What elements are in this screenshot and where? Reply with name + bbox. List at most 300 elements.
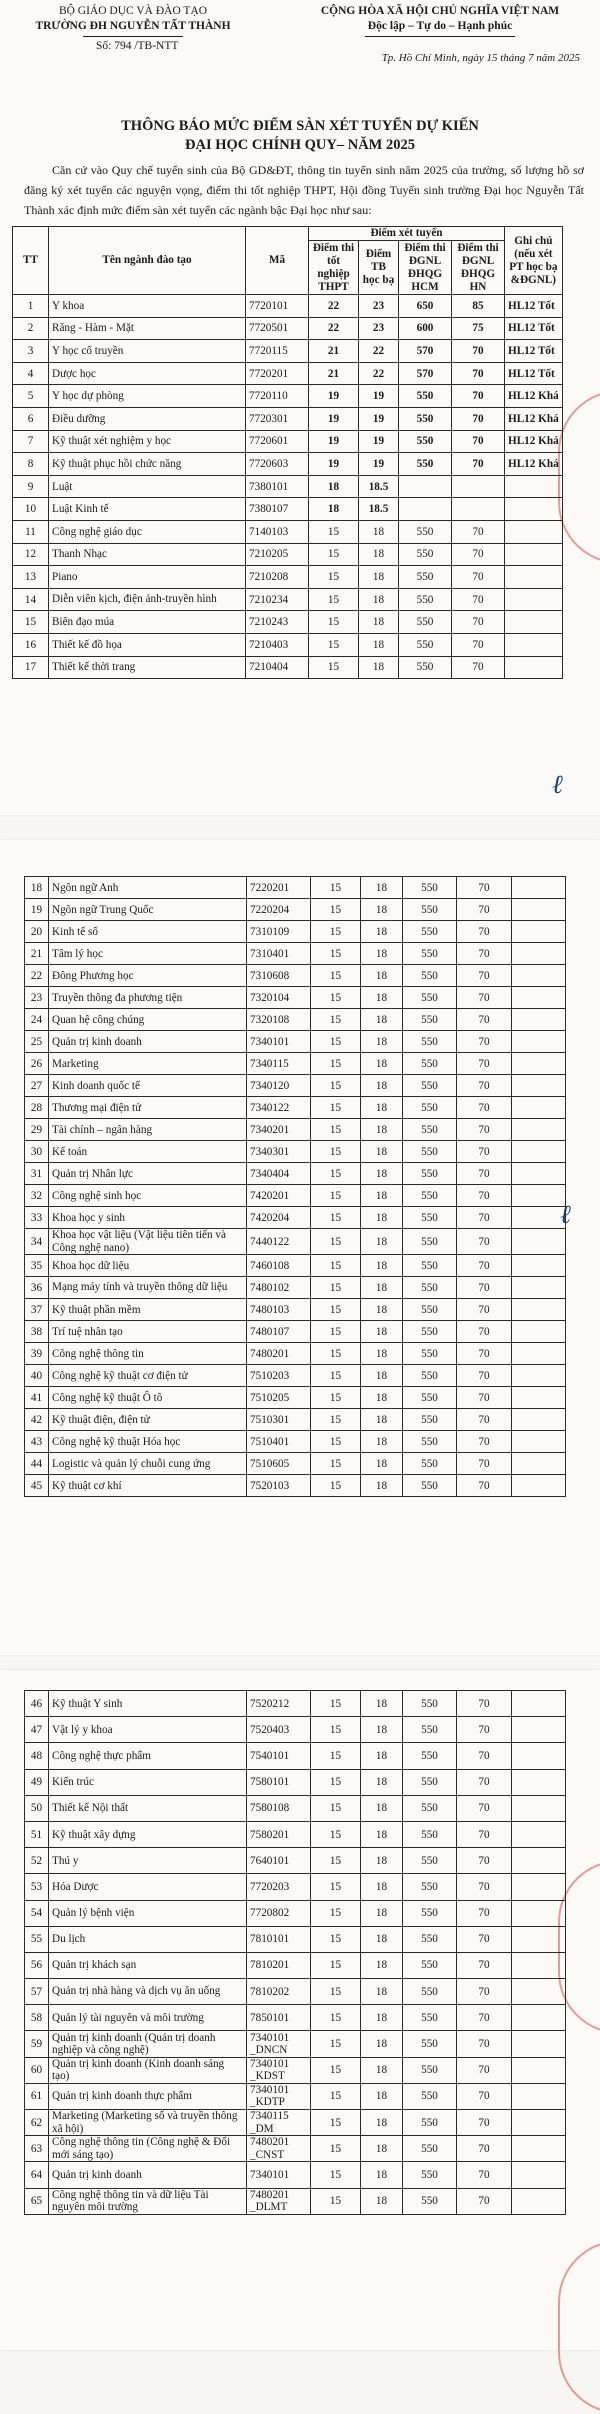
cell-dgnl-hn: 70 [457,899,512,921]
header-thpt: Điểm thi tốt nghiệp THPT [309,241,359,295]
cell-thpt: 15 [311,1743,361,1769]
header-code: Mã [246,227,309,295]
cell-note [512,1952,566,1978]
cell-tbhb: 18 [361,1926,403,1952]
cell-thpt: 15 [311,1717,361,1743]
cell-dgnl-hcm: 550 [403,943,457,965]
cell-name: Hóa Dược [49,1874,247,1900]
cell-dgnl-hcm: 550 [403,1874,457,1900]
cell-dgnl-hn: 70 [457,1277,512,1299]
cell-dgnl-hcm: 550 [403,1453,457,1475]
cell-name: Kinh doanh quốc tế [49,1075,247,1097]
cell-name: Piano [49,566,246,589]
cell-note [512,1163,566,1185]
cell-thpt: 15 [311,1343,361,1365]
cell-tbhb: 18 [361,1009,403,1031]
cell-thpt: 15 [311,1453,361,1475]
cell-code: 7520212 [247,1691,311,1717]
cell-code: 7540101 [247,1743,311,1769]
cell-thpt: 15 [311,1185,361,1207]
cell-code: 7210205 [246,543,309,566]
cell-note [512,1255,566,1277]
cell-tt: 9 [13,475,49,498]
cell-code: 7210208 [246,566,309,589]
table-row [25,1717,566,1743]
cell-name: Công nghệ sinh học [49,1185,247,1207]
cell-tbhb: 18 [361,1229,403,1255]
cell-tbhb: 18 [361,1900,403,1926]
cell-note [512,1229,566,1255]
cell-tbhb: 18 [361,1163,403,1185]
cell-code: 7810201 [247,1952,311,1978]
cell-tbhb: 18 [361,1409,403,1431]
cell-thpt: 15 [311,1207,361,1229]
cell-tt: 6 [13,407,49,430]
cell-dgnl-hcm: 550 [403,1848,457,1874]
cell-note [512,1031,566,1053]
cell-dgnl-hn: 70 [452,611,505,634]
cell-name: Kế toán [49,1141,247,1163]
table-row [13,385,563,408]
cell-thpt: 15 [311,1848,361,1874]
cell-tt: 13 [13,566,49,589]
table-row [25,1795,566,1821]
cell-dgnl-hcm: 550 [403,1900,457,1926]
cell-dgnl-hcm: 550 [399,453,452,476]
cell-dgnl-hcm: 550 [403,1475,457,1497]
cell-tbhb: 18 [359,656,399,679]
table-row [25,1431,566,1453]
cell-dgnl-hn: 70 [457,1848,512,1874]
cell-dgnl-hcm: 550 [403,987,457,1009]
cell-dgnl-hn: 70 [457,2005,512,2031]
cell-tt: 34 [25,1229,49,1255]
cell-thpt: 15 [311,1431,361,1453]
cell-tt: 62 [25,2110,49,2136]
cell-dgnl-hcm: 550 [399,656,452,679]
cell-tt: 8 [13,453,49,476]
cell-name: Kinh tế số [49,921,247,943]
cell-note [512,1299,566,1321]
cell-tt: 55 [25,1926,49,1952]
table-row [25,2031,566,2057]
table-row [25,987,566,1009]
cell-dgnl-hcm: 550 [403,921,457,943]
document-number: Số: 794 /TB-NTT [96,40,179,52]
cell-dgnl-hn: 70 [452,656,505,679]
cell-dgnl-hcm: 550 [403,1299,457,1321]
cell-note [512,1795,566,1821]
cell-tt: 32 [25,1185,49,1207]
cell-dgnl-hcm: 550 [403,2188,457,2214]
cell-tt: 56 [25,1952,49,1978]
table-row [25,2057,566,2083]
cell-tt: 59 [25,2031,49,2057]
cell-code: 7520103 [247,1475,311,1497]
cell-tt: 64 [25,2162,49,2188]
cell-tt: 40 [25,1365,49,1387]
table-row [13,543,563,566]
table-row [25,2110,566,2136]
cell-note [512,1769,566,1795]
cell-note [512,1321,566,1343]
cell-name: Quản trị nhà hàng và dịch vụ ăn uống [49,1979,247,2005]
cell-tt: 18 [25,877,49,899]
cell-thpt: 15 [311,1229,361,1255]
cell-code: 7340101 _KDTP [247,2083,311,2109]
cell-thpt: 15 [311,987,361,1009]
handwritten-initial: ℓ [560,1200,571,1229]
cell-dgnl-hn: 70 [457,1299,512,1321]
cell-dgnl-hn: 70 [457,1075,512,1097]
cell-dgnl-hn: 70 [457,877,512,899]
cell-dgnl-hcm: 550 [403,1821,457,1847]
cell-name: Ngôn ngữ Trung Quốc [49,899,247,921]
cell-thpt: 15 [311,1255,361,1277]
cell-code: 7340101 [247,2162,311,2188]
header-tbhb: Điểm TB học bạ [359,241,399,295]
table-row [25,1255,566,1277]
table-row [13,588,563,611]
cell-dgnl-hcm: 550 [403,1769,457,1795]
cell-thpt: 15 [311,1075,361,1097]
cell-name: Logistic và quản lý chuỗi cung ứng [49,1453,247,1475]
table-row [25,1075,566,1097]
cell-dgnl-hcm: 550 [403,1097,457,1119]
cell-note [512,987,566,1009]
cell-dgnl-hn: 70 [457,2136,512,2162]
table-row [25,1365,566,1387]
table-row [25,1387,566,1409]
cell-name: Mạng máy tính và truyền thông dữ liệu [49,1277,247,1299]
cell-name: Kiến trúc [49,1769,247,1795]
cell-note [512,965,566,987]
cell-dgnl-hcm: 550 [403,1717,457,1743]
issuer-block [8,4,258,54]
cell-code: 7810202 [247,1979,311,2005]
cell-note [512,1075,566,1097]
cell-thpt: 15 [311,877,361,899]
cell-note [512,1409,566,1431]
cell-thpt: 15 [311,1874,361,1900]
cell-dgnl-hn: 70 [457,1952,512,1978]
cell-name: Khoa học dữ liệu [49,1255,247,1277]
table-row [25,1691,566,1717]
cell-tt: 14 [13,588,49,611]
cell-thpt: 15 [311,943,361,965]
cell-note [505,498,563,521]
cell-dgnl-hn: 70 [457,1009,512,1031]
cell-dgnl-hcm: 550 [403,1795,457,1821]
cell-dgnl-hn: 70 [452,385,505,408]
cell-dgnl-hn: 70 [457,965,512,987]
cell-dgnl-hcm: 550 [403,899,457,921]
cell-name: Thiết kế thời trang [49,656,246,679]
cell-code: 7720201 [246,362,309,385]
cell-tbhb: 18 [361,2110,403,2136]
cell-tt: 3 [13,340,49,363]
cell-note: HL12 Khá [505,430,563,453]
cell-note [505,475,563,498]
cell-thpt: 15 [311,1409,361,1431]
cell-note [505,566,563,589]
cell-name: Y khoa [49,295,246,318]
cell-note [512,1009,566,1031]
cell-code: 7510605 [247,1453,311,1475]
cell-note [512,1900,566,1926]
cell-name: Tài chính – ngân hàng [49,1119,247,1141]
cell-thpt: 15 [311,1119,361,1141]
cell-name: Công nghệ thông tin (Công nghệ & Đổi mới sáng tạo) [49,2136,247,2162]
cell-thpt: 15 [311,1097,361,1119]
cell-tt: 21 [25,943,49,965]
cell-tt: 4 [13,362,49,385]
table-row [25,1141,566,1163]
cell-dgnl-hn: 70 [452,430,505,453]
cell-dgnl-hcm: 550 [403,1431,457,1453]
cell-tt: 36 [25,1277,49,1299]
cell-code: 7320108 [247,1009,311,1031]
table-row [13,520,563,543]
title-line-2: ĐẠI HỌC CHÍNH QUY– NĂM 2025 [185,137,415,153]
cell-code: 7580108 [247,1795,311,1821]
cell-note [512,899,566,921]
cell-thpt: 15 [311,2083,361,2109]
cell-tbhb: 18 [361,1255,403,1277]
cell-code: 7510401 [247,1431,311,1453]
cell-name: Y học cổ truyền [49,340,246,363]
header-name: Tên ngành đào tạo [49,227,246,295]
cell-dgnl-hn: 70 [457,1185,512,1207]
cell-name: Vật lý y khoa [49,1717,247,1743]
cell-thpt: 18 [309,475,359,498]
cell-code: 7810101 [247,1926,311,1952]
cell-thpt: 15 [311,1952,361,1978]
cell-code: 7210234 [246,588,309,611]
cell-code: 7720802 [247,1900,311,1926]
cell-code: 7720110 [246,385,309,408]
cell-thpt: 19 [309,407,359,430]
cell-name: Ngôn ngữ Anh [49,877,247,899]
cell-code: 7210403 [246,633,309,656]
cell-tt: 24 [25,1009,49,1031]
cell-code: 7320104 [247,987,311,1009]
cell-name: Thương mại điện tử [49,1097,247,1119]
cell-name: Kỹ thuật điện, điện tử [49,1409,247,1431]
cell-dgnl-hcm: 550 [403,1163,457,1185]
table-row [13,317,563,340]
cell-name: Khoa học y sinh [49,1207,247,1229]
cell-dgnl-hn: 70 [457,921,512,943]
cell-tbhb: 18 [359,520,399,543]
cell-tt: 63 [25,2136,49,2162]
cell-tt: 23 [25,987,49,1009]
table-row [25,1769,566,1795]
cell-code: 7480201 _CNST [247,2136,311,2162]
cell-dgnl-hcm [399,475,452,498]
cell-tt: 43 [25,1431,49,1453]
cell-dgnl-hn: 70 [452,362,505,385]
cell-name: Công nghệ giáo dục [49,520,246,543]
cell-name: Truyền thông đa phương tiện [49,987,247,1009]
cell-tbhb: 18 [361,987,403,1009]
red-seal-stamp [558,390,600,564]
cell-name: Quản trị kinh doanh [49,2162,247,2188]
cell-thpt: 15 [311,2005,361,2031]
cell-dgnl-hcm: 550 [403,1743,457,1769]
table-row [25,1926,566,1952]
cell-dgnl-hcm: 550 [403,1229,457,1255]
cell-dgnl-hn: 70 [457,1691,512,1717]
cell-dgnl-hcm: 650 [399,295,452,318]
cell-name: Tâm lý học [49,943,247,965]
cell-tt: 44 [25,1453,49,1475]
cell-thpt: 15 [311,1163,361,1185]
issuer-underline [83,36,183,37]
cell-dgnl-hn: 70 [457,1141,512,1163]
cell-tbhb: 19 [359,430,399,453]
cell-dgnl-hcm: 550 [403,1952,457,1978]
cell-dgnl-hn: 70 [457,1900,512,1926]
cell-dgnl-hcm: 550 [403,1075,457,1097]
intro-paragraph: Căn cứ vào Quy chế tuyển sinh của Bộ GD&ĐT, thông tin tuyển sinh năm 2025 của trường, số lượng hồ sơ đăng ký xét tuyển các nguyện vọng, điểm thi tốt nghiệp THPT, Hội đồng Tuyển sinh trường Đại học Nguyễn Tất Thành xác định mức điểm sàn xét tuyển các ngành bậc Đại học như sau: [24,163,584,217]
cell-name: Dược học [49,362,246,385]
cell-code: 7720601 [246,430,309,453]
cell-dgnl-hn: 70 [457,1431,512,1453]
cell-thpt: 22 [309,295,359,318]
cell-dgnl-hcm: 550 [399,588,452,611]
cell-dgnl-hn: 85 [452,295,505,318]
cell-name: Y học dự phòng [49,385,246,408]
cell-dgnl-hn: 70 [457,1743,512,1769]
cell-tbhb: 18 [361,1743,403,1769]
cell-code: 7340115 _DM [247,2110,311,2136]
cell-tbhb: 18 [361,1141,403,1163]
cell-dgnl-hn: 70 [452,340,505,363]
cell-note [512,1387,566,1409]
cell-code: 7420201 [247,1185,311,1207]
cell-dgnl-hn: 70 [457,1229,512,1255]
cell-dgnl-hcm: 550 [403,2136,457,2162]
cell-tt: 10 [13,498,49,521]
cell-name: Công nghệ thông tin [49,1343,247,1365]
cell-tbhb: 18 [361,1874,403,1900]
cell-tbhb: 18 [361,1769,403,1795]
cell-tbhb: 18 [361,1387,403,1409]
cell-dgnl-hn: 70 [457,1387,512,1409]
cell-code: 7510301 [247,1409,311,1431]
cell-name: Luật Kinh tế [49,498,246,521]
cell-tbhb: 18 [361,1119,403,1141]
cell-code: 7310401 [247,943,311,965]
cell-tbhb: 23 [359,317,399,340]
cell-thpt: 15 [311,899,361,921]
cell-dgnl-hcm: 550 [403,2110,457,2136]
cell-dgnl-hn: 70 [457,1255,512,1277]
cell-note [512,1926,566,1952]
cell-name: Kỹ thuật phục hồi chức năng [49,453,246,476]
table-row [25,1163,566,1185]
document-date: Tp. Hồ Chí Minh, ngày 15 tháng 7 năm 2025 [381,52,580,64]
cell-code: 7340115 [247,1053,311,1075]
cell-note [512,1453,566,1475]
cell-code: 7580101 [247,1769,311,1795]
cell-code: 7210404 [246,656,309,679]
cell-tt: 22 [25,965,49,987]
cell-dgnl-hcm: 550 [403,1691,457,1717]
cell-note: HL12 Khá [505,385,563,408]
cell-tt: 38 [25,1321,49,1343]
cell-name: Kỹ thuật xét nghiệm y học [49,430,246,453]
page-title [0,117,600,155]
cell-thpt: 15 [311,1031,361,1053]
cell-code: 7580201 [247,1821,311,1847]
table-row [25,1900,566,1926]
cell-code: 7850101 [247,2005,311,2031]
cell-tbhb: 18 [361,1097,403,1119]
cell-tbhb: 19 [359,453,399,476]
cell-tbhb: 18 [361,965,403,987]
cell-tbhb: 18 [361,2083,403,2109]
cell-dgnl-hn: 70 [457,1321,512,1343]
cell-tt: 54 [25,1900,49,1926]
cell-name: Quản trị kinh doanh thực phẩm [49,2083,247,2109]
cell-tt: 25 [25,1031,49,1053]
cell-code: 7140103 [246,520,309,543]
cell-code: 7380107 [246,498,309,521]
cell-note [512,2110,566,2136]
score-table-part-3 [24,1690,566,2215]
table-row [25,2136,566,2162]
cell-dgnl-hn: 75 [452,317,505,340]
cell-tt: 49 [25,1769,49,1795]
cell-note [505,633,563,656]
cell-tt: 33 [25,1207,49,1229]
cell-tbhb: 18 [361,1277,403,1299]
cell-code: 7720101 [246,295,309,318]
cell-name: Công nghệ kỹ thuật Ô tô [49,1387,247,1409]
cell-thpt: 15 [311,921,361,943]
cell-note [505,588,563,611]
cell-thpt: 15 [309,633,359,656]
cell-note [512,1141,566,1163]
cell-name: Biên đạo múa [49,611,246,634]
cell-note [512,921,566,943]
cell-dgnl-hn: 70 [457,1097,512,1119]
cell-note [512,1097,566,1119]
cell-thpt: 15 [311,1795,361,1821]
header-dgnl-hcm: Điểm thi ĐGNL ĐHQG HCM [399,241,452,295]
cell-tt: 45 [25,1475,49,1497]
cell-name: Quản lý tài nguyên và môi trường [49,2005,247,2031]
cell-code: 7480102 [247,1277,311,1299]
cell-name: Marketing [49,1053,247,1075]
cell-thpt: 15 [311,1009,361,1031]
cell-note [505,543,563,566]
cell-tbhb: 18 [359,611,399,634]
cell-code: 7340101 _DNCN [247,2031,311,2057]
cell-name: Thanh Nhạc [49,543,246,566]
table-row [25,2162,566,2188]
cell-dgnl-hn: 70 [457,1475,512,1497]
cell-dgnl-hcm: 550 [399,566,452,589]
cell-note [512,877,566,899]
table-row [25,1009,566,1031]
cell-tt: 27 [25,1075,49,1097]
cell-tt: 37 [25,1299,49,1321]
cell-code: 7510205 [247,1387,311,1409]
national-motto-block [280,4,600,66]
